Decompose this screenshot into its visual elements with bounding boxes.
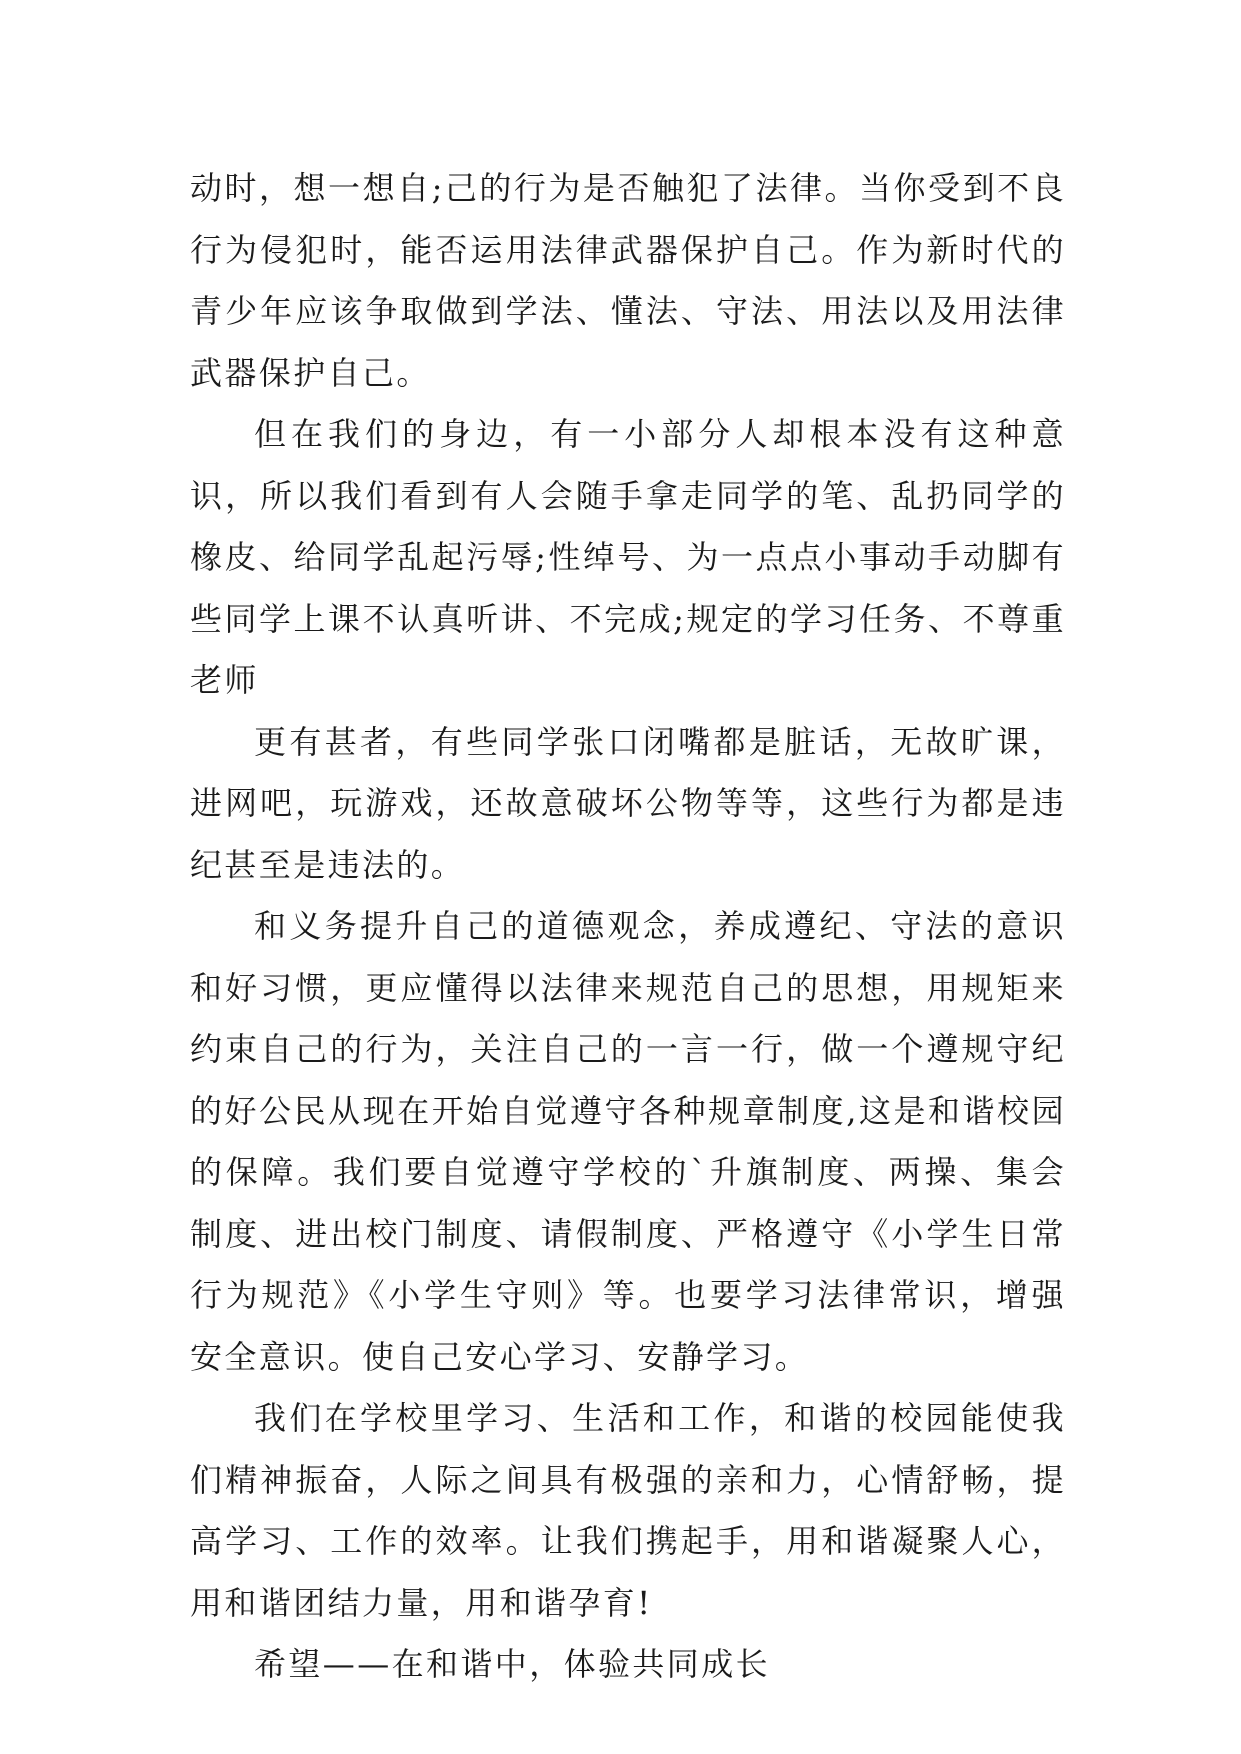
paragraph-4: 和义务提升自己的道德观念，养成遵纪、守法的意识和好习惯，更应懂得以法律来规范自己的思想，用规矩来约束自己的行为，关注自己的一言一行，做一个遵规守纪的好公民从现在开始自觉遵守各种规章制度,这是和谐校园的保障。我们要自觉遵守学校的`升旗制度、两操、集会制度、进出校门制度、请假制度、严格遵守《小学生日常行为规范》《小学生守则》等。也要学习法律常识，增强安全意识。使自己安心学习、安静学习。 [190,907,1066,1376]
paragraph-1: 动时，想一想自;己的行为是否触犯了法律。当你受到不良行为侵犯时，能否运用法律武器保护自己。作为新时代的青少年应该争取做到学法、懂法、守法、用法以及用法律武器保护自己。 [190,169,1066,392]
paragraph-5: 我们在学校里学习、生活和工作，和谐的校园能使我们精神振奋，人际之间具有极强的亲和力，心情舒畅，提高学习、工作的效率。让我们携起手，用和谐凝聚人心，用和谐团结力量，用和谐孕育! [190,1399,1066,1622]
paragraph-6: 希望——在和谐中，体验共同成长 [254,1645,771,1683]
body-text [190,158,1066,1696]
paragraph-3: 更有甚者，有些同学张口闭嘴都是脏话，无故旷课，进网吧，玩游戏，还故意破坏公物等等，这些行为都是违纪甚至是违法的。 [190,722,1066,884]
paragraph-2: 但在我们的身边，有一小部分人却根本没有这种意识，所以我们看到有人会随手拿走同学的笔、乱扔同学的橡皮、给同学乱起污辱;性绰号、为一点点小事动手动脚有些同学上课不认真听讲、不完成;规定的学习任务、不尊重老师 [190,415,1066,699]
